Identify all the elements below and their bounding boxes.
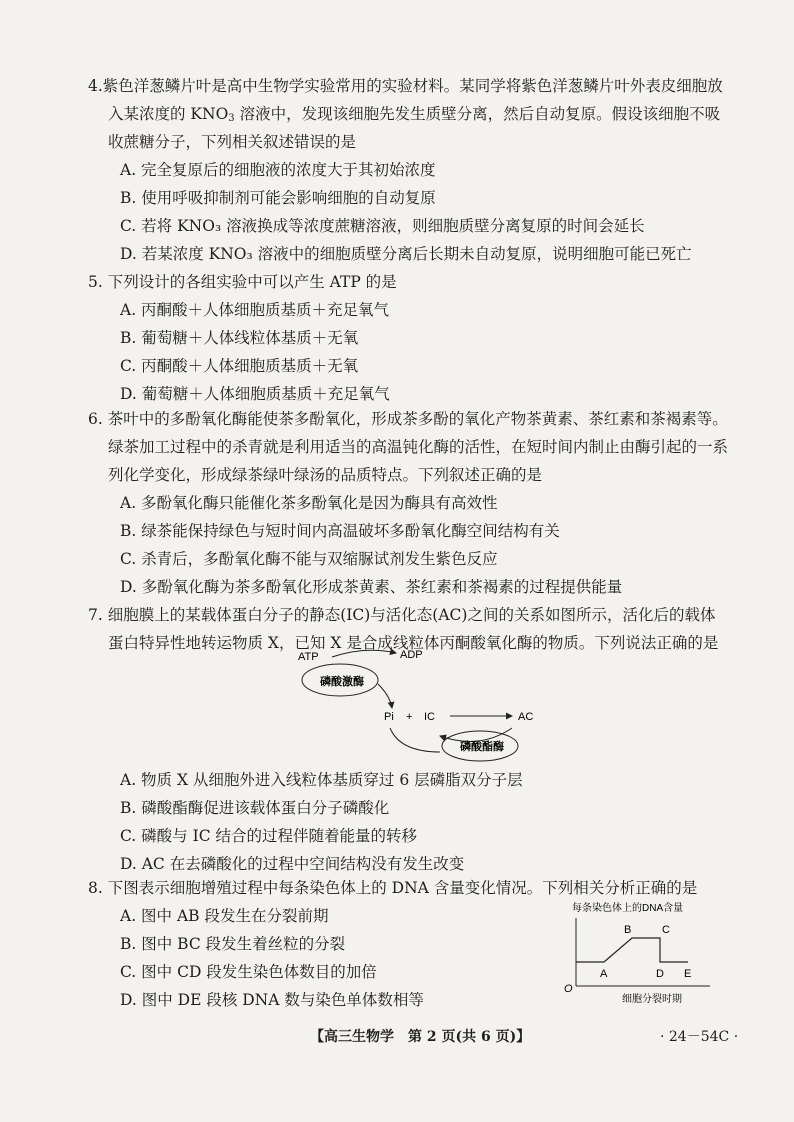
question-5-stem: 5. 下列设计的各组实验中可以产生 ATP 的是: [88, 273, 397, 291]
pi-label: Pi: [384, 711, 394, 723]
footer-page-info: 【高三生物学 第 2 页(共 6 页)】: [310, 1029, 531, 1045]
option-8d[interactable]: D. 图中 DE 段核 DNA 数与染色单体数相等: [120, 991, 424, 1009]
option-4a[interactable]: A. 完全复原后的细胞液的浓度大于其初始浓度: [120, 161, 436, 179]
graph-ylabel: 每条染色体上的DNA含量: [572, 903, 684, 914]
atp-label: ATP: [298, 651, 319, 663]
option-5d[interactable]: D. 葡萄糖＋人体细胞质基质＋充足氧气: [120, 385, 390, 403]
footer-code: · 24－54C ·: [660, 1029, 739, 1045]
pi-return-arrow: [390, 728, 440, 752]
option-8c[interactable]: C. 图中 CD 段发生染色体数目的加倍: [120, 963, 377, 981]
phosphorylation-diagram: [290, 640, 570, 765]
option-7d[interactable]: D. AC 在去磷酸化的过程中空间结构没有发生改变: [120, 855, 465, 873]
option-7c[interactable]: C. 磷酸与 IC 结合的过程伴随着能量的转移: [120, 827, 417, 845]
question-4-stem: 4.紫色洋葱鳞片叶是高中生物学实验常用的实验材料。某同学将紫色洋葱鳞片叶外表皮细胞放入某浓度的 $KNO_3$ 溶液中，发现该细胞先发生质壁分离，然后自动复原。假设该细胞不吸收蔗糖分子，下列相关叙述错误的是: [88, 77, 723, 151]
ac-to-ic-arrow: [440, 728, 512, 741]
ac-label: AC: [518, 711, 534, 723]
question-5: [88, 268, 728, 408]
option-4d[interactable]: D. 若某浓度 KNO₃ 溶液中的细胞质壁分离后长期未自动复原，说明细胞可能已死亡: [120, 245, 692, 263]
graph-point-label-d: D: [656, 968, 664, 980]
option-5b[interactable]: B. 葡萄糖＋人体线粒体基质＋无氧: [120, 329, 359, 347]
graph-point-label-c: C: [662, 924, 670, 936]
adp-label: ADP: [400, 649, 423, 661]
option-4c[interactable]: C. 若将 KNO₃ 溶液换成等浓度蔗糖溶液，则细胞质壁分离复原的时间会延长: [120, 217, 645, 235]
option-7b[interactable]: B. 磷酸酯酶促进该载体蛋白分子磷酸化: [120, 799, 390, 817]
option-6c[interactable]: C. 杀青后，多酚氧化酶不能与双缩脲试剂发生紫色反应: [120, 550, 498, 568]
option-5a[interactable]: A. 丙酮酸＋人体细胞质基质＋充足氧气: [120, 301, 390, 319]
graph-point-label-a: A: [600, 968, 608, 980]
dna-content-graph: [560, 898, 720, 1010]
option-6a[interactable]: A. 多酚氧化酶只能催化茶多酚氧化是因为酶具有高效性: [120, 494, 498, 512]
option-8b[interactable]: B. 图中 BC 段发生着丝粒的分裂: [120, 935, 346, 953]
graph-point-label-b: B: [624, 924, 632, 936]
option-6d[interactable]: D. 多酚氧化酶为茶多酚氧化形成茶黄素、茶红素和茶褐素的过程提供能量: [120, 578, 623, 596]
option-5c[interactable]: C. 丙酮酸＋人体细胞质基质＋无氧: [120, 357, 359, 375]
question-8-stem: 8. 下图表示细胞增殖过程中每条染色体上的 DNA 含量变化情况。下列相关分析正确的是: [88, 879, 698, 897]
question-6: [88, 405, 728, 601]
option-4b[interactable]: B. 使用呼吸抑制剂可能会影响细胞的自动复原: [120, 189, 436, 207]
esterase-label: 磷酸酯酶: [460, 741, 504, 753]
option-6b[interactable]: B. 绿茶能保持绿色与短时间内高温破坏多酚氧化酶空间结构有关: [120, 522, 560, 540]
question-7-options: [88, 766, 728, 878]
dna-content-line: [576, 938, 688, 962]
question-7-stem: 7. 细胞膜上的某载体蛋白分子的静态(IC)与活化态(AC)之间的关系如图所示，活化后的载体蛋白特异性地转运物质 X，已知 X 是合成线粒体丙酮酸氧化酶的物质。下列说法正确的是: [88, 606, 719, 652]
kinase-label: 磷酸激酶: [320, 676, 364, 688]
ic-label: IC: [424, 711, 435, 723]
plus-label: +: [406, 711, 413, 723]
question-4: [88, 72, 728, 268]
atp-to-adp-arrow: [332, 650, 396, 657]
option-8a[interactable]: A. 图中 AB 段发生在分裂前期: [120, 907, 329, 925]
graph-point-label-e: E: [684, 968, 692, 980]
question-6-stem: 6. 茶叶中的多酚氧化酶能使茶多酚氧化，形成茶多酚的氧化产物茶黄素、茶红素和茶褐素等。绿茶加工过程中的杀青就是利用适当的高温钝化酶的活性，在短时间内制止由酶引起的一系列化学变化，形成绿茶绿叶绿汤的品质特点。下列叙述正确的是: [88, 410, 729, 484]
option-7a[interactable]: A. 物质 X 从细胞外进入线粒体基质穿过 6 层磷脂双分子层: [120, 771, 523, 789]
pi-arrow: [378, 684, 392, 708]
graph-origin: O: [564, 983, 573, 995]
graph-xlabel: 细胞分裂时期: [622, 994, 682, 1005]
